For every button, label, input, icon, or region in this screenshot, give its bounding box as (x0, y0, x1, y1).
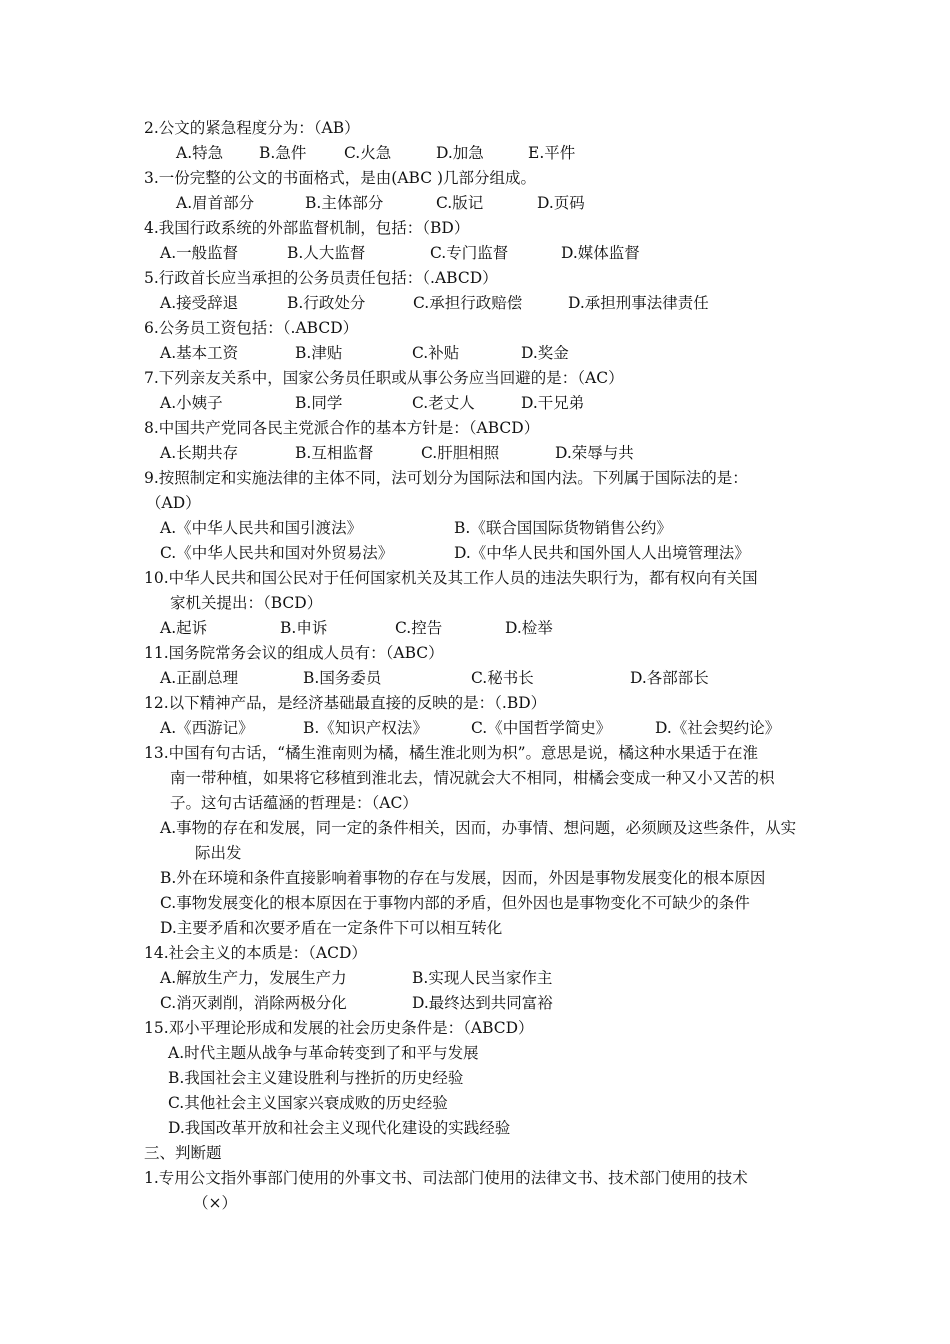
option: A.小姨子 (160, 394, 223, 412)
option: C.版记 (436, 194, 484, 212)
option: B.人大监督 (287, 244, 366, 262)
option: C.老丈人 (412, 394, 475, 412)
judgment-1-stem: 1.专用公文指外事部门使用的外事文书、司法部门使用的法律文书、技术部门使用的技术 (144, 1169, 748, 1187)
option: B.外在环境和条件直接影响着事物的存在与发展，因而，外因是事物发展变化的根本原因 (160, 869, 766, 887)
option: D.干兄弟 (521, 394, 585, 412)
option: B.津贴 (295, 344, 343, 362)
option: D.《中华人民共和国外国人人出境管理法》 (454, 544, 750, 562)
option: B.我国社会主义建设胜利与挫折的历史经验 (168, 1069, 464, 1087)
option: A.解放生产力，发展生产力 (160, 969, 347, 987)
question-2-stem: 2.公文的紧急程度分为：（AB） (144, 119, 360, 137)
option: A.接受辞退 (160, 294, 239, 312)
question-14-stem: 14.社会主义的本质是：（ACD） (144, 944, 367, 962)
option: B.互相监督 (295, 444, 374, 462)
option: B.实现人民当家作主 (412, 969, 553, 987)
question-6-stem: 6.公务员工资包括：（.ABCD） (144, 319, 359, 337)
option: C.秘书长 (471, 669, 534, 687)
question-12-stem: 12.以下精神产品，是经济基础最直接的反映的是：（.BD） (144, 694, 547, 712)
option: D.承担刑事法律责任 (568, 294, 709, 312)
option: D.最终达到共同富裕 (412, 994, 553, 1012)
option-cont: 际出发 (195, 844, 242, 862)
option: B.急件 (259, 144, 307, 162)
option: B.国务委员 (303, 669, 382, 687)
option: B.申诉 (280, 619, 328, 637)
option: C.其他社会主义国家兴衰成败的历史经验 (168, 1094, 448, 1112)
option: A.眉首部分 (176, 194, 255, 212)
option: B.行政处分 (287, 294, 366, 312)
question-5-stem: 5.行政首长应当承担的公务员责任包括：（.ABCD） (144, 269, 498, 287)
option: A.起诉 (160, 619, 208, 637)
option: C.事物发展变化的根本原因在于事物内部的矛盾，但外因也是事物变化不可缺少的条件 (160, 894, 750, 912)
option: A.基本工资 (160, 344, 239, 362)
option: C.火急 (344, 144, 392, 162)
option: C.补贴 (412, 344, 460, 362)
option: D.检举 (505, 619, 553, 637)
option: A.特急 (176, 144, 224, 162)
option: B.《联合国国际货物销售公约》 (454, 519, 672, 537)
option: C.肝胆相照 (421, 444, 500, 462)
option: A.时代主题从战争与革命转变到了和平与发展 (168, 1044, 479, 1062)
option: A.事物的存在和发展，同一定的条件相关，因而，办事情、想问题，必须顾及这些条件，从实 (160, 819, 797, 837)
option: C.《中国哲学简史》 (471, 719, 612, 737)
option: B.《知识产权法》 (303, 719, 428, 737)
option: D.各部部长 (630, 669, 709, 687)
question-15-stem: 15.邓小平理论形成和发展的社会历史条件是：（ABCD） (144, 1019, 534, 1037)
option: D.荣辱与共 (555, 444, 634, 462)
question-10-stem-cont: 家机关提出：（BCD） (170, 594, 323, 612)
option: A.《中华人民共和国引渡法》 (160, 519, 363, 537)
option: B.同学 (295, 394, 343, 412)
question-13-stem: 13.中国有句古话，“橘生淮南则为橘，橘生淮北则为枳”。意思是说，橘这种水果适于在淮 (144, 744, 759, 762)
judgment-1-answer: （×） (193, 1194, 237, 1212)
option: C.《中华人民共和国对外贸易法》 (160, 544, 394, 562)
option: A.长期共存 (160, 444, 239, 462)
option: C.承担行政赔偿 (413, 294, 523, 312)
option: E.平件 (528, 144, 576, 162)
option: A.正副总理 (160, 669, 239, 687)
option: C.消灭剥削，消除两极分化 (160, 994, 347, 1012)
option: D.页码 (537, 194, 585, 212)
option: D.加急 (436, 144, 484, 162)
option: D.我国改革开放和社会主义现代化建设的实践经验 (168, 1119, 511, 1137)
question-4-stem: 4.我国行政系统的外部监督机制，包括：（BD） (144, 219, 470, 237)
question-8-stem: 8.中国共产党同各民主党派合作的基本方针是：（ABCD） (144, 419, 540, 437)
option: D.媒体监督 (561, 244, 640, 262)
question-10-stem: 10.中华人民共和国公民对于任何国家机关及其工作人员的违法失职行为，都有权向有关国 (144, 569, 758, 587)
question-13-stem-cont: 子。这句古话蕴涵的哲理是：（AC） (170, 794, 418, 812)
option: A.《西游记》 (160, 719, 254, 737)
option: A.一般监督 (160, 244, 239, 262)
option: D.奖金 (521, 344, 569, 362)
question-7-stem: 7.下列亲友关系中，国家公务员任职或从事公务应当回避的是：（AC） (144, 369, 624, 387)
question-9-stem-cont: （AD） (146, 494, 201, 512)
option: B.主体部分 (305, 194, 384, 212)
option: C.专门监督 (430, 244, 509, 262)
section-heading: 三、判断题 (144, 1144, 222, 1162)
question-3-stem: 3.一份完整的公文的书面格式，是由(ABC )几部分组成。 (144, 169, 537, 187)
option: D.《社会契约论》 (655, 719, 781, 737)
question-11-stem: 11.国务院常务会议的组成人员有：（ABC） (144, 644, 444, 662)
question-13-stem-cont: 南一带种植，如果将它移植到淮北去，情况就会大不相同，柑橘会变成一种又小又苦的枳 (170, 769, 775, 787)
option: D.主要矛盾和次要矛盾在一定条件下可以相互转化 (160, 919, 503, 937)
question-9-stem: 9.按照制定和实施法律的主体不同，法可划分为国际法和国内法。下列属于国际法的是： (144, 469, 748, 487)
option: C.控告 (395, 619, 443, 637)
